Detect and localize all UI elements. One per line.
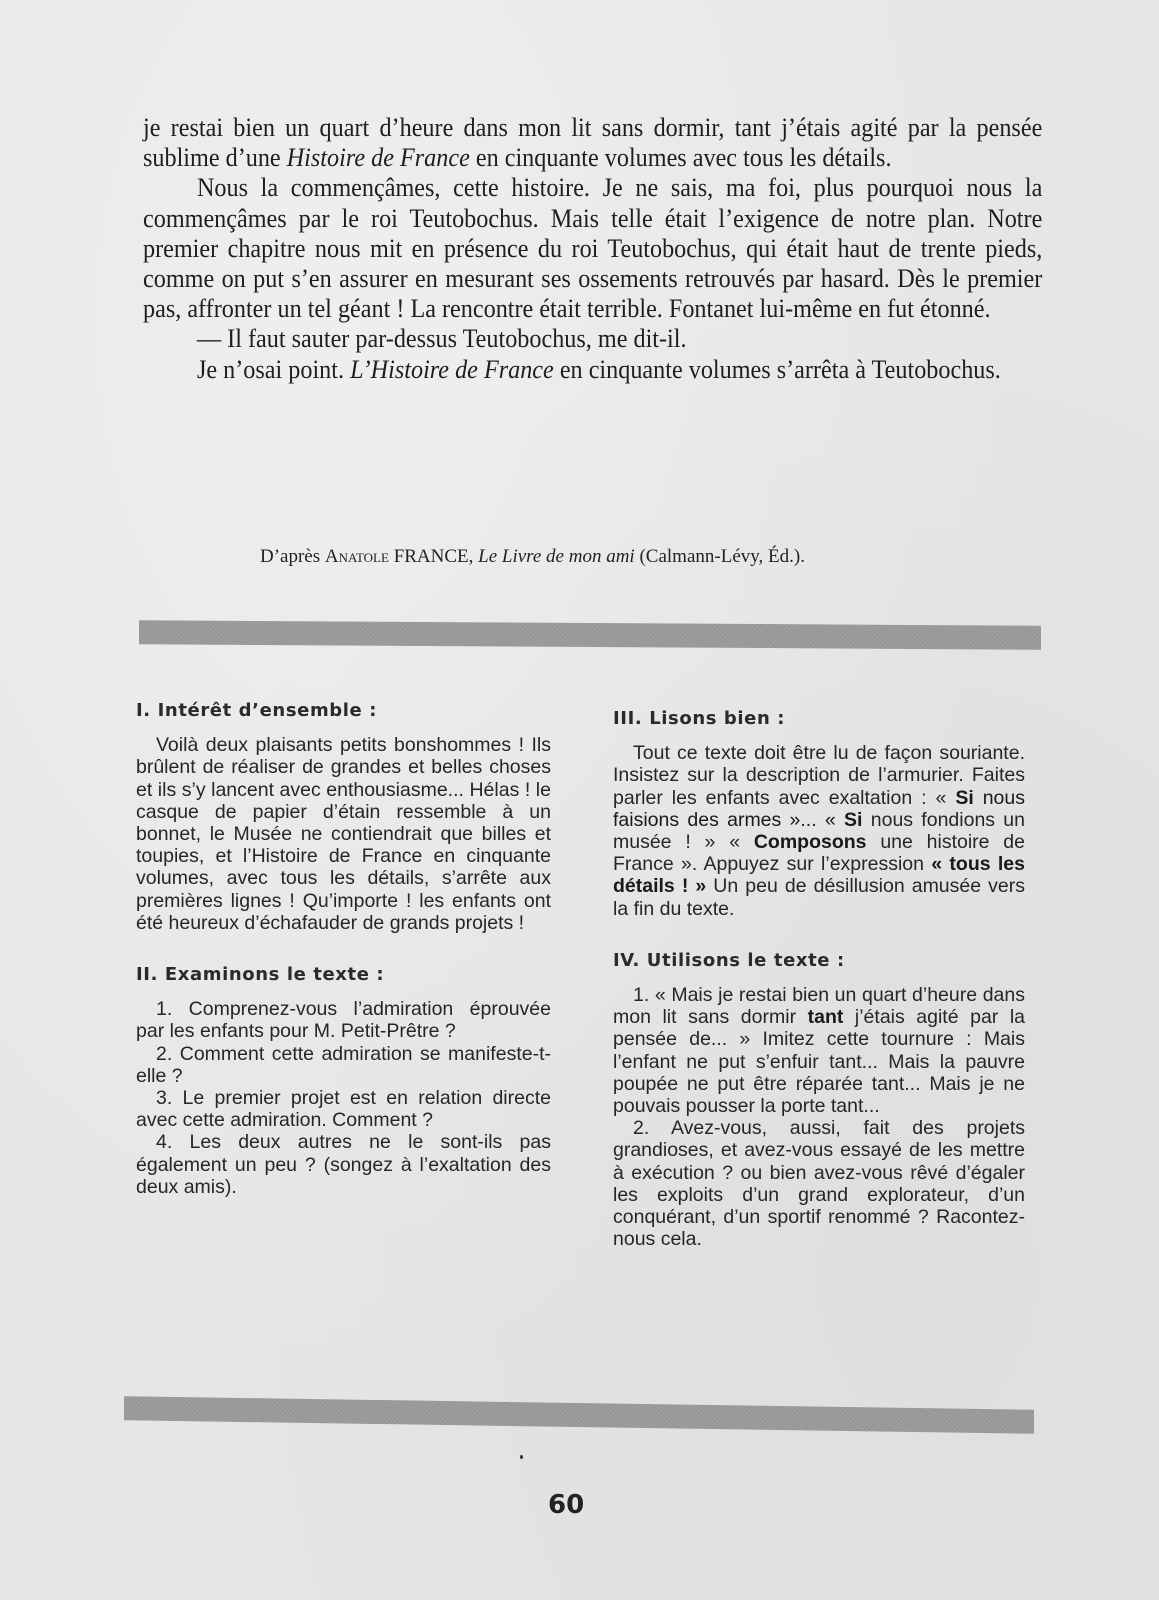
exercises-left-column xyxy=(136,700,551,1228)
book-title: Histoire de France xyxy=(286,143,470,173)
exercises-right-column xyxy=(613,708,1025,1280)
excerpt-paragraph-1: je restai bien un quart d’heure dans mon lit sans dormir, tant j’étais agité par la pensée sublime d’une Histoire de France en cinquante volumes avec tous les détails. xyxy=(143,113,1043,173)
exercise-item: 2. Avez-vous, aussi, fait des projets grandioses, et avez-vous essayé de les mettre à exécution ? ou bien avez-vous rêvé d’égaler les exploits d’un grand explorateur, d’un conquérant, d’un sportif renommé ? Racontez-nous cela. xyxy=(613,1117,1025,1251)
section-text: Tout ce texte doit être lu de façon souriante. Insistez sur la description de l’armurier. Faites parler les enfants avec exaltation : « Si nous faisions des armes »... « Si nous fondions un musée ! » « Composons une histoire de France ». Appuyez sur l’expression « tous les détails ! » Un peu de désillusion amusée vers la fin du texte. xyxy=(613,742,1026,920)
divider-bar-top xyxy=(139,620,1041,650)
section-heading: III. Lisons bien : xyxy=(613,708,786,729)
excerpt-paragraph-2: Nous la commençâmes, cette histoire. Je ne sais, ma foi, plus pourquoi nous la commençâmes par le roi Teutobochus. Mais telle était l’exigence de notre plan. Notre premier chapitre nous mit en présence du roi Teutobochus, qui était haut de trente pieds, comme on put s’en assurer en mesurant ses ossements retrouvés par hasard. Dès le premier pas, affronter un tel géant ! La rencontre était terrible. Fontanet lui-même en fut étonné. xyxy=(143,173,1043,324)
book-title: L’Histoire de France xyxy=(350,354,554,384)
ink-speck xyxy=(520,1455,523,1459)
excerpt-dialogue: — Il faut sauter par-dessus Teutobochus, me dit-il. xyxy=(196,324,687,354)
literary-excerpt xyxy=(143,113,1042,385)
section-heading: I. Intérêt d’ensemble : xyxy=(136,700,378,721)
author-name: Anatole xyxy=(324,546,389,567)
section-lisons-bien xyxy=(613,708,1025,920)
section-heading: II. Examinons le texte : xyxy=(136,964,385,986)
section-examinons-texte xyxy=(136,964,551,1198)
question-item: 4. Les deux autres ne le sont-ils pas également un peu ? (songez à l’exaltation des deux amis). xyxy=(136,1131,551,1198)
section-utilisons-texte xyxy=(613,950,1025,1251)
excerpt-paragraph-4: Je n’osai point. L’Histoire de France en cinquante volumes s’arrêta à Teutobochus. xyxy=(196,354,1001,384)
page-number: 60 xyxy=(548,1490,585,1520)
exercise-item: 1. « Mais je restai bien un quart d’heure dans mon lit sans dormir tant j’étais agité par la pensée de... » Imitez cette tournure : Mais l’enfant ne put s’enfuir tant... Mais la pauvre poupée ne put être réparée tant... Mais je ne pouvais pousser la porte tant... xyxy=(613,984,1025,1118)
section-interet-ensemble xyxy=(136,700,551,934)
question-item: 2. Comment cette admiration se manifeste-t-elle ? xyxy=(136,1042,551,1087)
source-citation: D’après Anatole FRANCE, Le Livre de mon ami (Calmann-Lévy, Éd.). xyxy=(260,546,805,567)
question-item: 3. Le premier projet est en relation directe avec cette admiration. Comment ? xyxy=(136,1087,551,1132)
section-heading: IV. Utilisons le texte : xyxy=(613,949,845,971)
source-book-title: Le Livre de mon ami xyxy=(478,546,635,567)
divider-bar-bottom xyxy=(124,1396,1034,1434)
question-item: 1. Comprenez-vous l’admiration éprouvée par les enfants pour M. Petit-Prêtre ? xyxy=(136,998,551,1043)
section-text: Voilà deux plaisants petits bonshommes ! Ils brûlent de réaliser de grandes et belles choses et ils s’y lancent avec enthousiasme... Hélas ! le casque de papier d’étain ressemble à un bonnet, le Musée ne contiendrait que billes et toupies, et l’Histoire de France en cinquante volumes, avec tous les détails, s’arrête aux premières lignes ! Qu’importe ! les enfants ont été heureux d’échafauder de grands projets ! xyxy=(136,734,551,934)
